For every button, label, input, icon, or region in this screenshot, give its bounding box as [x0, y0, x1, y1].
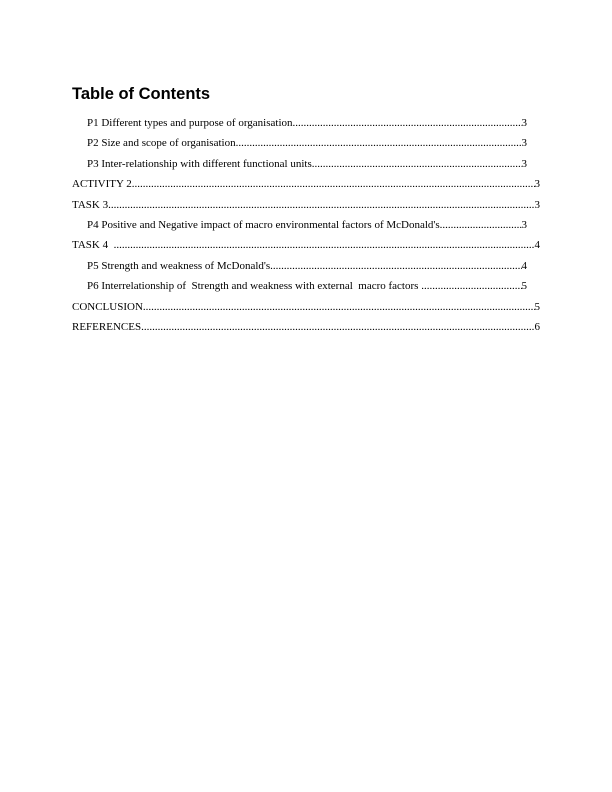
toc-entry-label: ACTIVITY 2: [72, 178, 132, 191]
toc-dot-leader: [440, 218, 522, 233]
toc-title: Table of Contents: [72, 85, 211, 103]
toc-entry-label: TASK 3: [72, 198, 109, 211]
toc-dot-leader: [143, 300, 535, 315]
toc-entry-p1[interactable]: [87, 116, 527, 136]
toc-entry-label: P6 Interrelationship of Strength and weakness with external macro factors: [87, 280, 422, 293]
toc-entry-page: 3: [534, 198, 540, 211]
toc-entry-label: P5 Strength and weakness of McDonald's: [87, 259, 271, 272]
toc-dot-leader: [108, 198, 534, 213]
toc-entry-p6[interactable]: [87, 279, 527, 299]
toc-entry-activity-2[interactable]: [72, 177, 540, 197]
toc-dot-leader: [312, 157, 522, 172]
toc-dot-leader: [421, 279, 521, 294]
toc-entry-label: P4 Positive and Negative impact of macro environmental factors of McDonald's: [87, 218, 440, 231]
toc-entry-task-3[interactable]: [72, 198, 540, 218]
toc-dot-leader: [293, 116, 522, 131]
toc-entry-page: 3: [534, 178, 540, 191]
toc-entry-p4[interactable]: [87, 218, 527, 238]
toc-dot-leader: [141, 320, 534, 335]
toc-entry-p3[interactable]: [87, 157, 527, 177]
toc-entry-page: 5: [534, 300, 540, 313]
toc-entry-label: REFERENCES: [72, 320, 142, 333]
toc-dot-leader: [270, 259, 521, 274]
toc-entry-page: 3: [521, 218, 527, 231]
toc-entry-task-4[interactable]: [72, 238, 540, 258]
toc-entry-page: 6: [534, 320, 540, 333]
toc-entry-label: P1 Different types and purpose of organisation: [87, 117, 293, 129]
toc-entry-page: 4: [534, 239, 540, 252]
toc-entry-p5[interactable]: [87, 259, 527, 279]
toc-entry-references[interactable]: [72, 320, 540, 340]
toc-entry-p2[interactable]: [87, 136, 527, 156]
toc-entry-page: 4: [521, 259, 527, 272]
toc-entry-page: 3: [521, 137, 527, 150]
toc-entry-page: 3: [521, 117, 527, 129]
toc-dot-leader: [114, 238, 535, 253]
toc-dot-leader: [132, 177, 535, 192]
toc-entry-page: 5: [521, 280, 527, 293]
toc-entry-label: P2 Size and scope of organisation: [87, 137, 236, 150]
toc-entry-conclusion[interactable]: [72, 300, 540, 320]
toc-entry-label: TASK 4: [72, 239, 114, 252]
toc-dot-leader: [236, 136, 522, 151]
toc-list: [0, 116, 612, 340]
toc-entry-page: 3: [521, 157, 527, 170]
toc-entry-label: CONCLUSION: [72, 300, 143, 313]
toc-entry-label: P3 Inter-relationship with different functional units: [87, 157, 312, 170]
